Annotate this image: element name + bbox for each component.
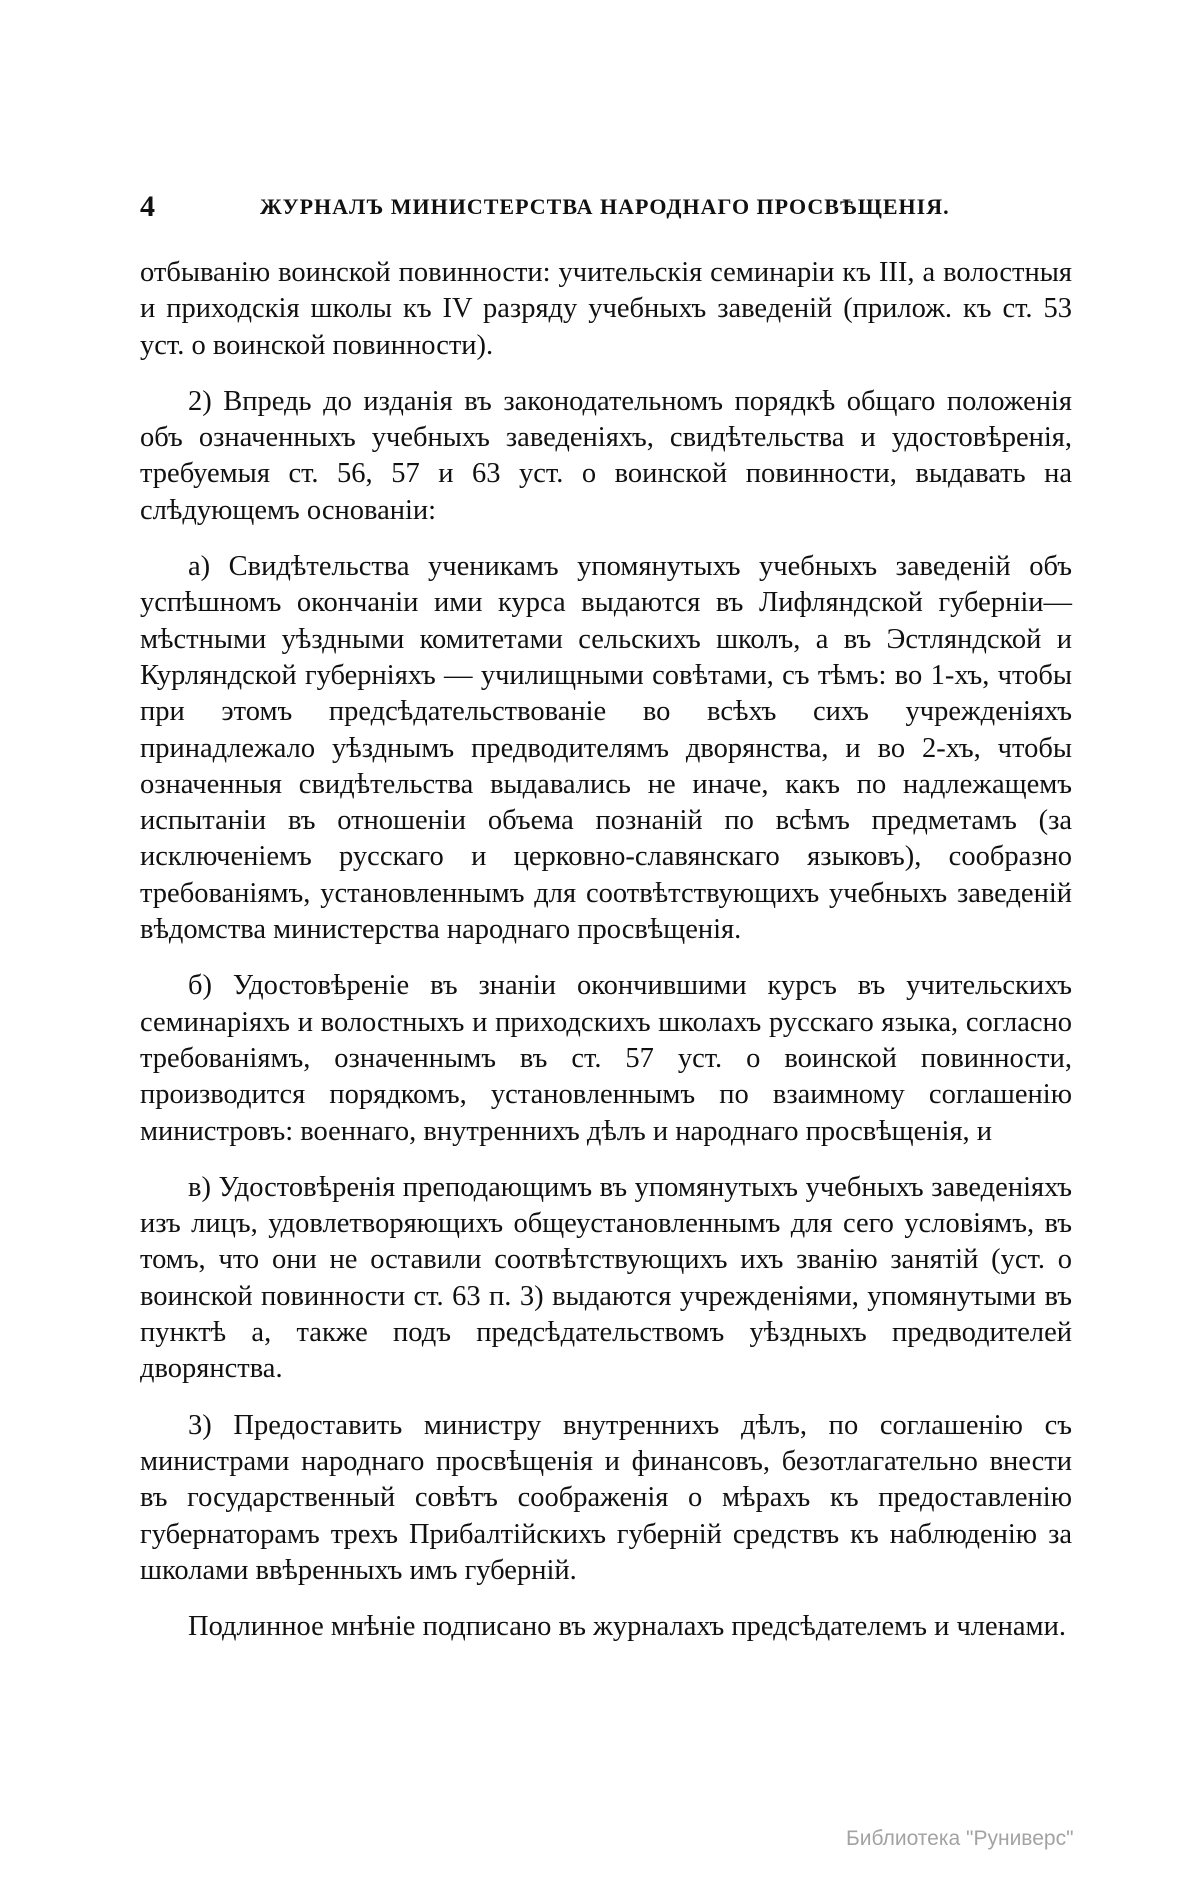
page-number: 4: [140, 190, 155, 223]
running-header: [140, 190, 1070, 230]
journal-title: ЖУРНАЛЪ МИНИСТЕРСТВА НАРОДНАГО ПРОСВѢЩЕНІЯ.: [260, 194, 950, 219]
body-text: [140, 255, 1072, 1665]
paragraph-subpoint-b: б) Удостовѣреніе въ знаніи окончившими курсъ въ учительскихъ семинаріяхъ и волостныхъ и приходскихъ школахъ русскаго языка, согласно требованіямъ, означеннымъ въ ст. 57 уст. о воинской повинности, производится порядкомъ, установленнымъ по взаимному соглашенію министровъ: военнаго, внутреннихъ дѣлъ и народнаго просвѣщенія, и: [140, 970, 1072, 1147]
paragraph-subpoint-a: а) Свидѣтельства ученикамъ упомянутыхъ учебныхъ заведеній объ успѣшномъ окончаніи ими курса выдаются въ Лифляндской губерніи—мѣстными уѣздными комитетами сельскихъ школъ, а въ Эстляндской и Курляндской губерніяхъ — училищными совѣтами, съ тѣмъ: во 1-хъ, чтобы при этомъ предсѣдательствованіе во всѣхъ сихъ учрежденіяхъ принадлежало уѣзднымъ предводителямъ дворянства, и во 2-хъ, чтобы означенныя свидѣтельства выдавались не иначе, какъ по надлежащемъ испытаніи въ отношеніи объема познаній по всѣмъ предметамъ (за исключеніемъ русскаго и церковно-славянскаго языковъ), сообразно требованіямъ, установленнымъ для соотвѣтствующихъ учебныхъ заведеній вѣдомства министерства народнаго просвѣщенія.: [140, 551, 1072, 946]
paragraph-point-3: 3) Предоставить министру внутреннихъ дѣлъ, по соглашенію съ министрами народнаго просвѣщенія и финансовъ, безотлагательно внести въ государственный совѣтъ соображенія о мѣрахъ къ предоставленію губернаторамъ трехъ Прибалтійскихъ губерній средствъ къ наблюденію за школами ввѣренныхъ имъ губерній.: [140, 1409, 1072, 1586]
library-watermark: Библиотека "Руниверс": [846, 1827, 1074, 1850]
paragraph-signature-note: Подлинное мнѣніе подписано въ журналахъ предсѣдателемъ и членами.: [188, 1611, 1066, 1643]
paragraph-point-2: 2) Впредь до изданія въ законодательномъ порядкѣ общаго положенія объ означенныхъ учебныхъ заведеніяхъ, свидѣтельства и удостовѣренія, требуемыя ст. 56, 57 и 63 уст. о воинской повинности, выдавать на слѣдующемъ основаніи:: [140, 385, 1072, 526]
paragraph-subpoint-v: в) Удостовѣренія преподающимъ въ упомянутыхъ учебныхъ заведеніяхъ изъ лицъ, удовлетворяющихъ общеустановленнымъ для сего условіямъ, въ томъ, что они не оставили соотвѣтствующихъ ихъ званію занятій (уст. о воинской повинности ст. 63 п. 3) выдаются учрежденіями, упомянутыми въ пунктѣ а, также подъ предсѣдательствомъ уѣздныхъ предводителей дворянства.: [140, 1171, 1072, 1385]
paragraph-continuation: отбыванію воинской повинности: учительскія семинаріи къ III, а волостныя и приходскія школы къ IV разряду учебныхъ заведеній (прилож. къ ст. 53 уст. о воинской повинности).: [140, 257, 1072, 361]
